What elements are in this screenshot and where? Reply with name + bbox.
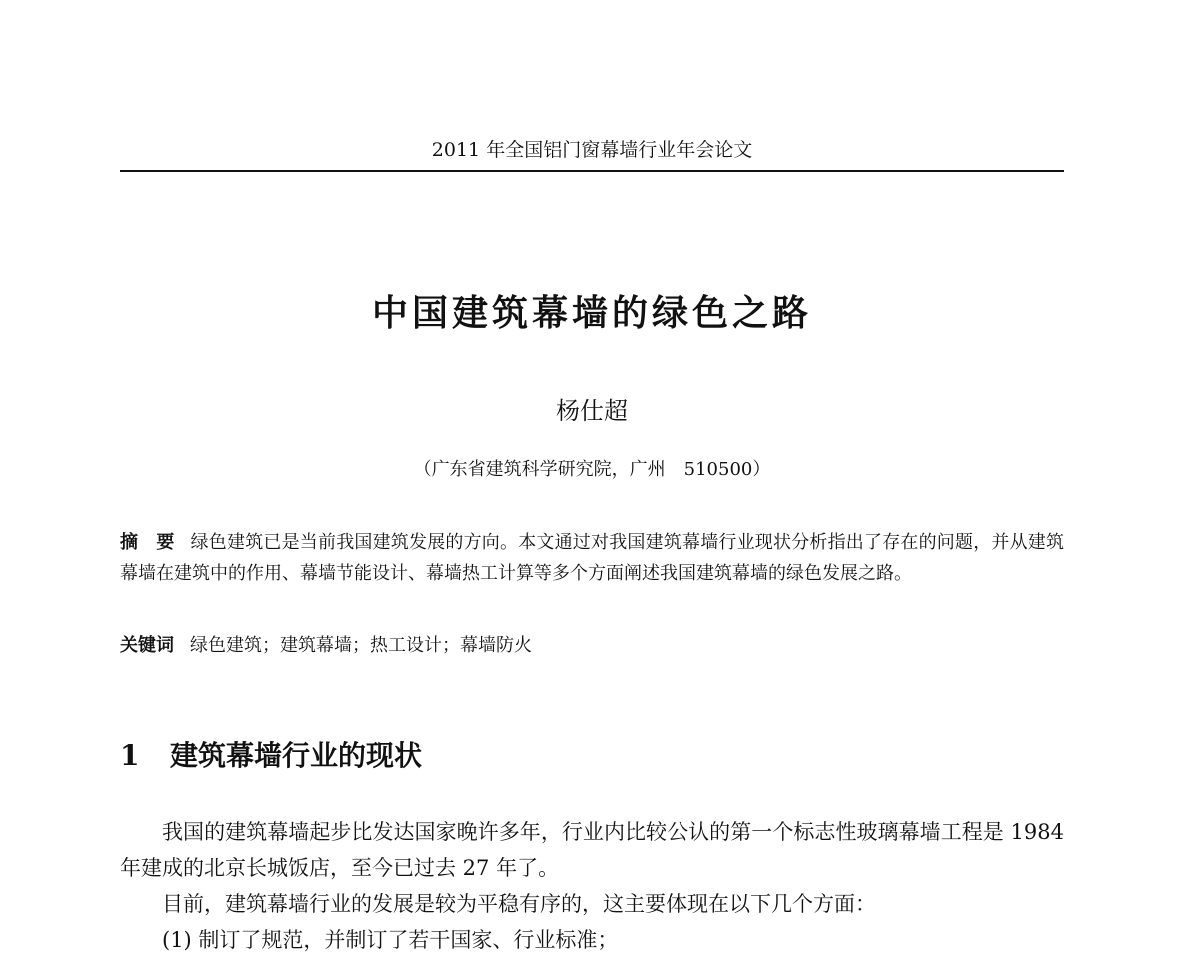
body-paragraph: 我国的建筑幕墙起步比发达国家晚许多年，行业内比较公认的第一个标志性玻璃幕墙工程是 1984 年建成的北京长城饭店，至今已过去 27 年了。 bbox=[120, 820, 1064, 880]
section-heading bbox=[120, 738, 1064, 774]
abstract-text: 绿色建筑已是当前我国建筑发展的方向。本文通过对我国建筑幕墙行业现状分析指出了存在的问题，并从建筑幕墙在建筑中的作用、幕墙节能设计、幕墙热工计算等多个方面阐述我国建筑幕墙的绿色发展之路。 bbox=[120, 532, 1065, 584]
section-title: 建筑幕墙行业的现状 bbox=[170, 739, 423, 772]
keywords-label: 关键词 bbox=[120, 635, 174, 656]
abstract bbox=[120, 527, 1064, 589]
section-body bbox=[120, 814, 1064, 958]
keywords bbox=[120, 633, 1064, 659]
running-header: 2011 年全国铝门窗幕墙行业年会论文 bbox=[431, 139, 753, 161]
author-name: 杨仕超 bbox=[556, 397, 628, 425]
section-number: 1 bbox=[120, 739, 140, 772]
body-paragraph: 目前，建筑幕墙行业的发展是较为平稳有序的，这主要体现在以下几个方面： bbox=[162, 892, 876, 916]
body-paragraph: (1) 制订了规范，并制订了若干国家、行业标准； bbox=[162, 928, 619, 952]
keywords-text: 绿色建筑；建筑幕墙；热工设计；幕墙防火 bbox=[190, 635, 532, 656]
header-rule bbox=[120, 170, 1064, 172]
author-affiliation: （广东省建筑科学研究院，广州 510500） bbox=[413, 459, 771, 480]
paper-title: 中国建筑幕墙的绿色之路 bbox=[371, 293, 812, 334]
abstract-label: 摘 要 bbox=[120, 532, 175, 553]
